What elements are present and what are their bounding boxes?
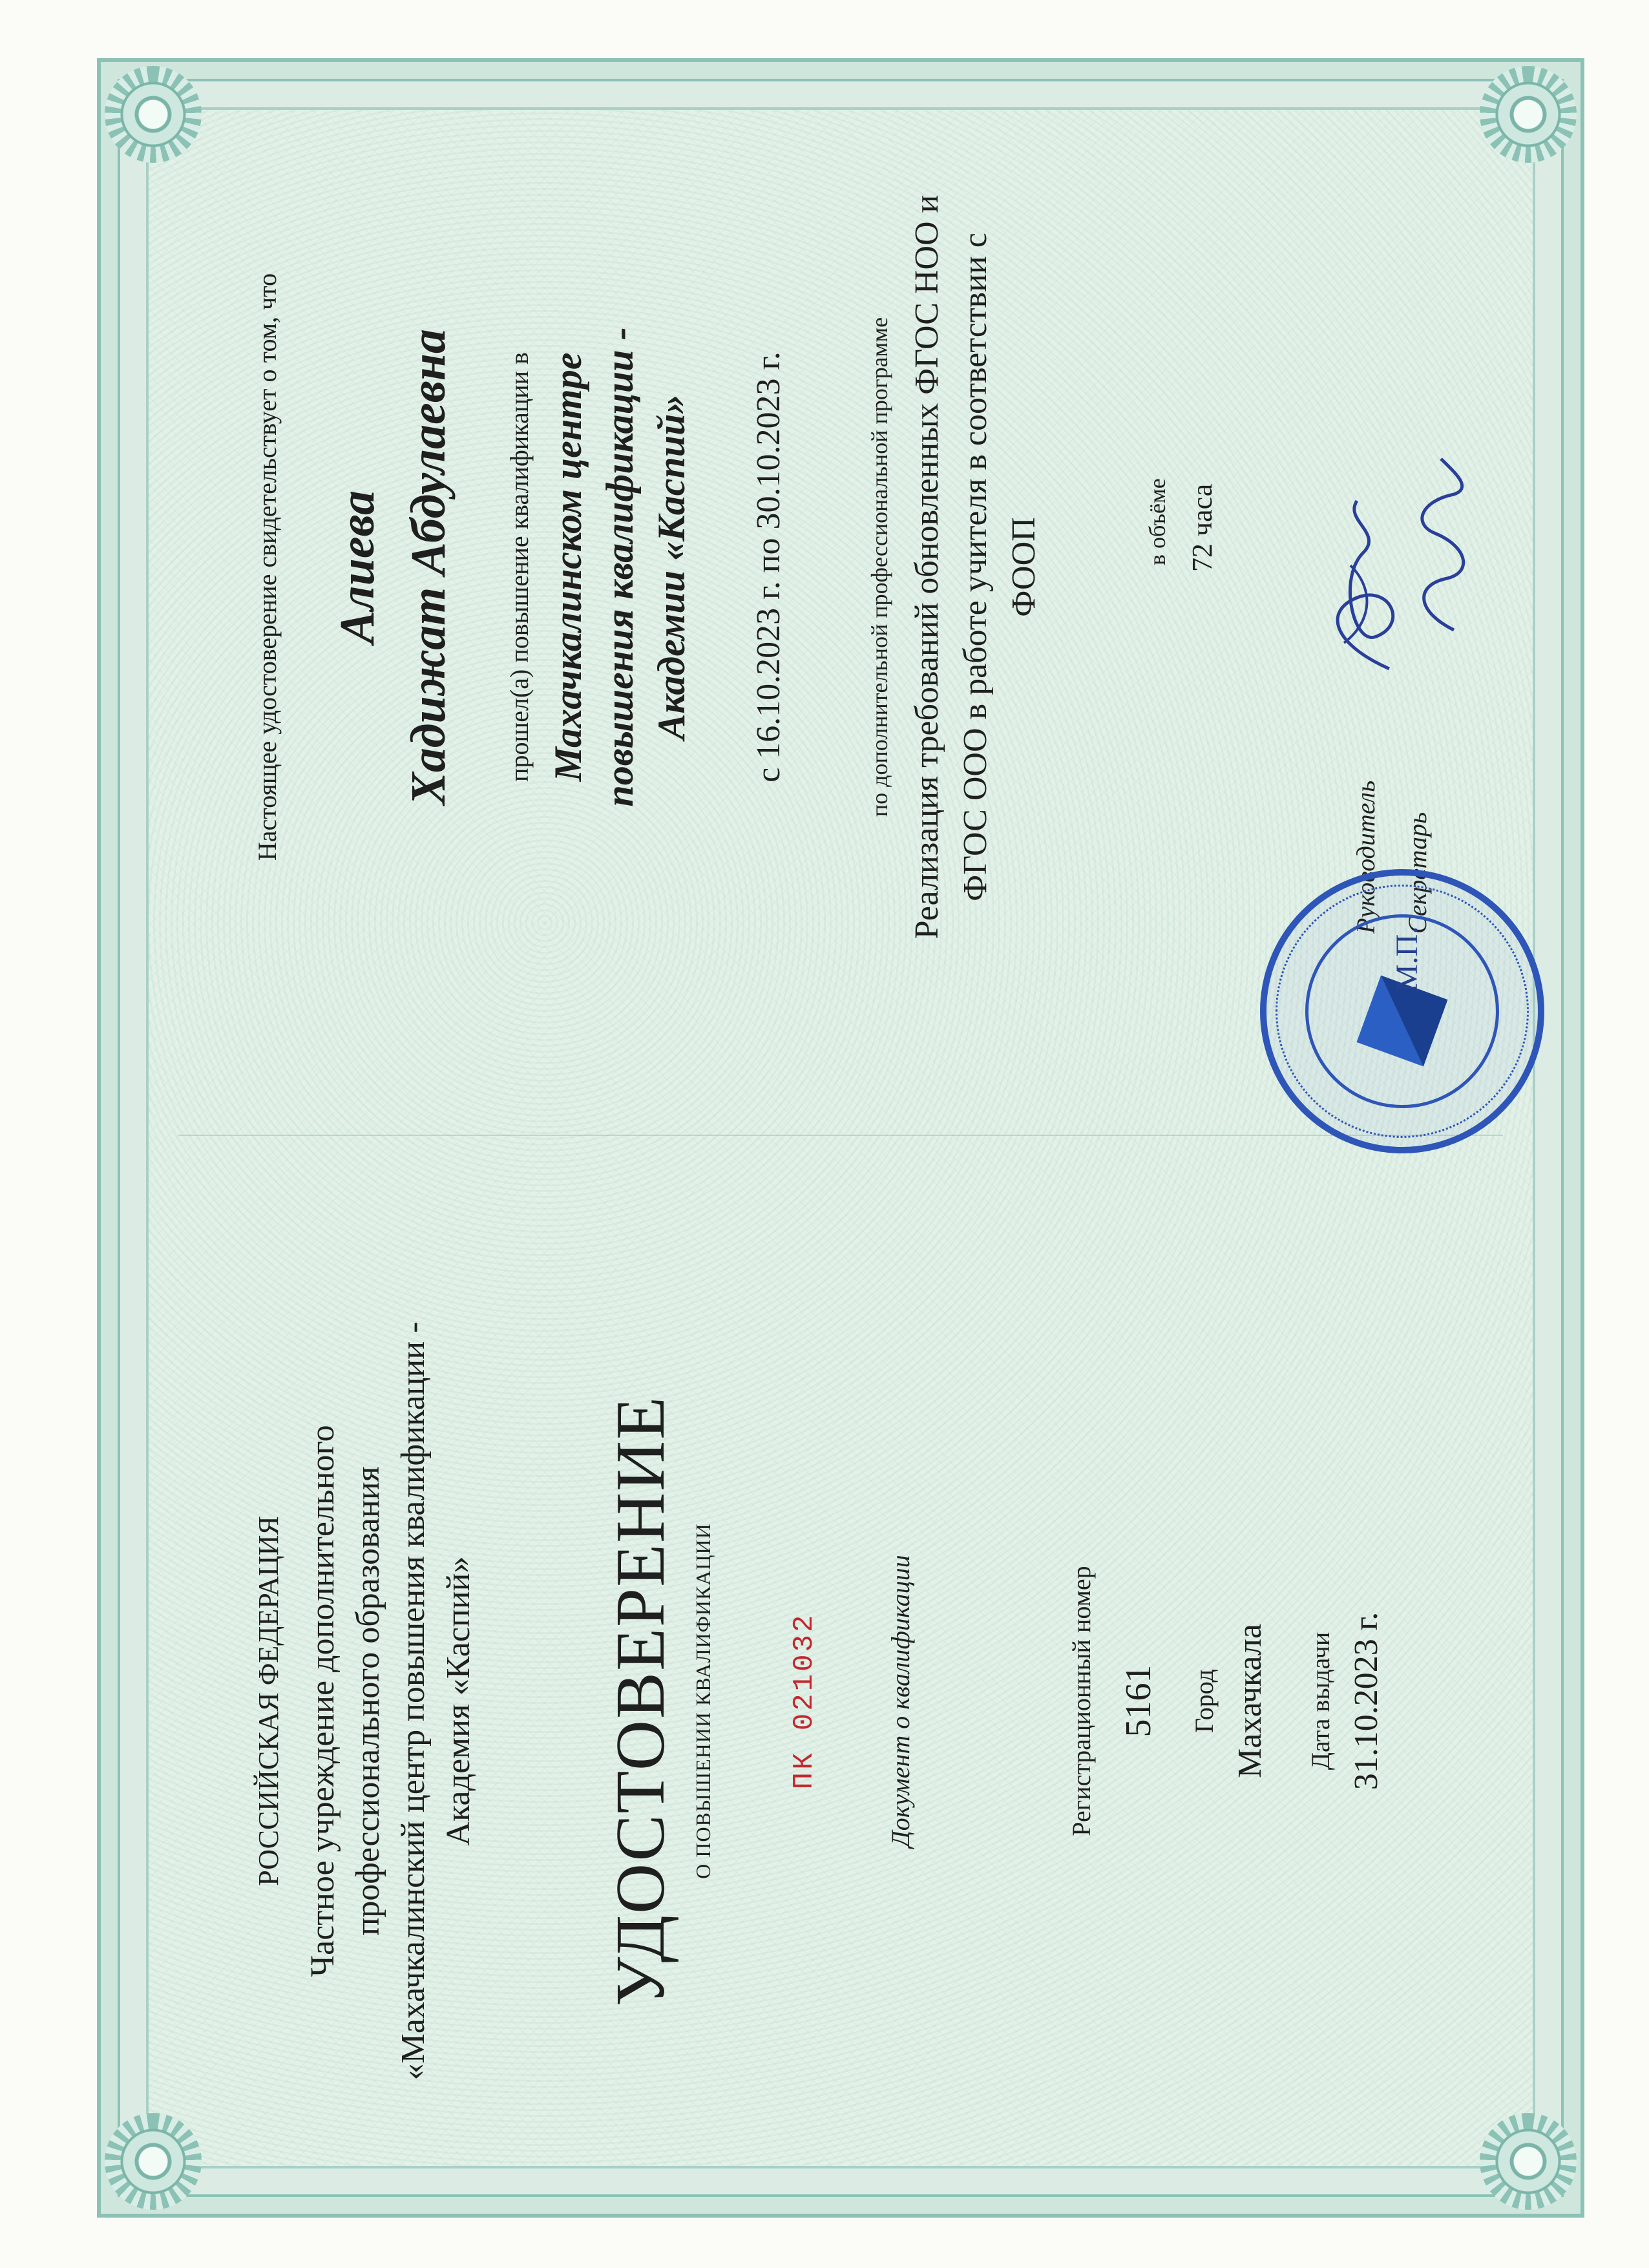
volume-label: в объёме xyxy=(1144,478,1170,565)
secretary-signature xyxy=(1396,449,1493,643)
org-name-line1: Частное учреждение дополнительного xyxy=(304,1425,341,1977)
document-subtitle: О ПОВЫШЕНИИ КВАЛИФИКАЦИИ xyxy=(691,1523,715,1879)
issue-date-label: Дата выдачи xyxy=(1306,1632,1335,1770)
recipient-given-names: Хадижат Абдулаевна xyxy=(401,329,456,805)
program-title-line3: ФООП xyxy=(1005,517,1042,617)
intro-text: Настоящее удостоверение свидетельствует о том, что xyxy=(253,273,282,861)
center-name-line1: Махачкалинском центре xyxy=(547,352,589,782)
country-name: РОССИЙСКАЯ ФЕДЕРАЦИЯ xyxy=(253,1516,284,1886)
recipient-surname: Алиева xyxy=(330,490,384,644)
org-name-line4: Академия «Каспий» xyxy=(440,1556,477,1846)
issue-date-value: 31.10.2023 г. xyxy=(1348,1612,1385,1790)
left-page xyxy=(0,1134,1649,2268)
training-period: с 16.10.2023 г. по 30.10.2023 г. xyxy=(750,352,787,782)
center-name-line3: Академии «Каспий» xyxy=(650,394,693,740)
center-name-line2: повышения квалификации - xyxy=(598,327,641,807)
program-title-line2: ФГОС ООО в работе учителя в соответствии с xyxy=(957,233,994,901)
city-label: Город xyxy=(1190,1669,1219,1733)
head-label: Руководитель xyxy=(1351,780,1380,934)
org-name-line2: профессионального образования xyxy=(350,1466,386,1936)
volume-value: 72 часа xyxy=(1186,483,1218,572)
serial-number: ПК 021032 xyxy=(788,1612,821,1790)
city-value: Махачкала xyxy=(1232,1624,1268,1778)
official-stamp xyxy=(1260,869,1544,1153)
program-label: по дополнительной профессиональной программе xyxy=(867,317,892,817)
registration-number: 5161 xyxy=(1119,1664,1159,1738)
document-title: УДОСТОВЕРЕНИЕ xyxy=(602,1395,679,2007)
registration-label: Регистрационный номер xyxy=(1067,1566,1096,1836)
stamp-mp-text: М.П. xyxy=(1390,926,1424,992)
program-title-line1: Реализация требований обновленных ФГОС НОО и xyxy=(909,194,945,940)
passed-text: прошел(а) повышение квалификации в xyxy=(505,352,534,782)
document-type: Документ о квалификации xyxy=(886,1555,915,1847)
org-name-line3: «Махачкалинский центр повышения квалификации - xyxy=(395,1321,432,2081)
secretary-label: Секретарь xyxy=(1403,812,1432,934)
